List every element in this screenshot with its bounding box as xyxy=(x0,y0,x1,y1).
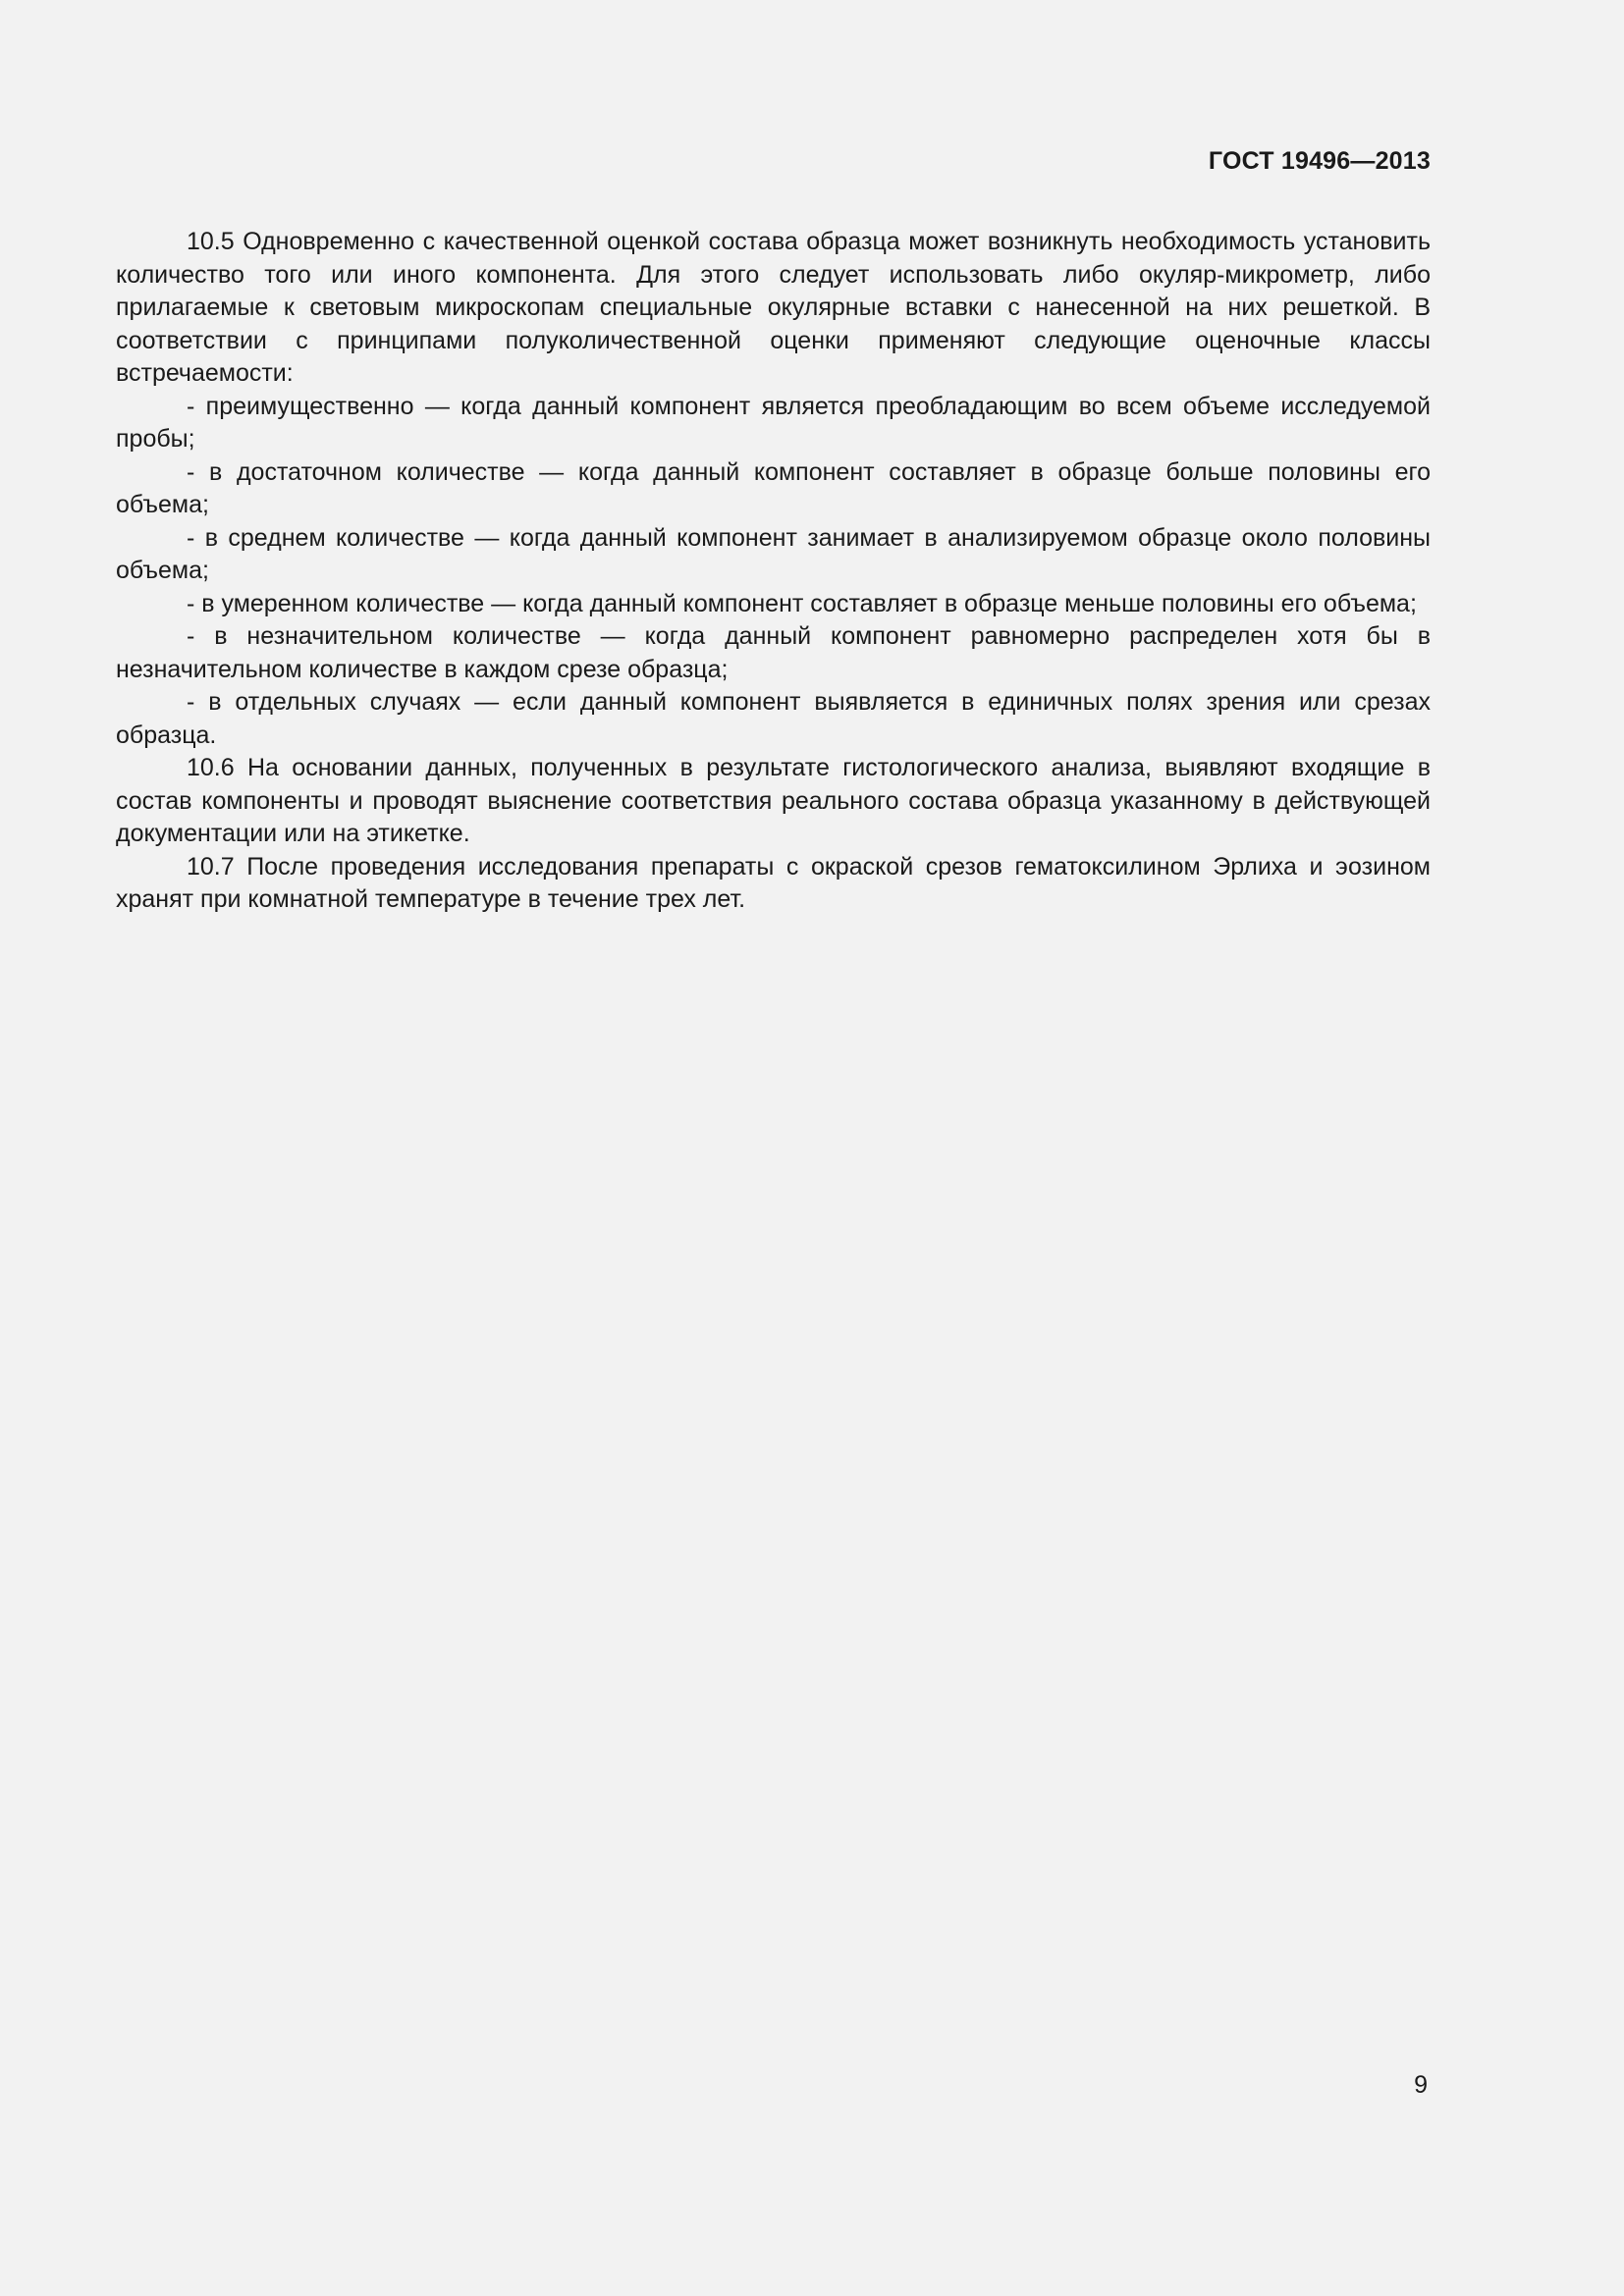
paragraph-10-5: 10.5 Одновременно с качественной оценкой состава образца может возникнуть необходимость установить количество того или иного компонента. Для этого следует использовать либо окуляр-микрометр, либо прилагаемые к световым микроскопам специальные окулярные вставки с нанесенной на них решеткой. В соответствии с принципами полуколичественной оценки применяют следующие оценочные классы встречаемости: xyxy=(116,228,1431,387)
list-item-moderate-amount: - в умеренном количестве — когда данный компонент составляет в образце меньше половины его объема; xyxy=(187,589,1417,617)
list-item-isolated-cases: - в отдельных случаях — если данный компонент выявляется в единичных полях зрения или срезах образца. xyxy=(116,688,1431,749)
document-standard-number: ГОСТ 19496—2013 xyxy=(1208,147,1431,175)
list-item-insignificant-amount: - в незначительном количестве — когда данный компонент равномерно распределен хотя бы в незначительном количестве в каждом срезе образца; xyxy=(116,622,1431,683)
list-item-sufficient-amount: - в достаточном количестве — когда данный компонент составляет в образце больше половины его объема; xyxy=(116,457,1431,518)
list-item-medium-amount: - в среднем количестве — когда данный компонент занимает в анализируемом образце около половины объема; xyxy=(116,523,1431,584)
paragraph-10-6: 10.6 На основании данных, полученных в результате гистологического анализа, выявляют входящие в состав компоненты и проводят выяснение соответствия реального состава образца указанному в действующей документации или на этикетке. xyxy=(116,754,1431,847)
list-item-predominantly: - преимущественно — когда данный компонент является преобладающим во всем объеме исследуемой пробы; xyxy=(116,392,1431,453)
paragraph-10-7: 10.7 После проведения исследования препараты с окраской срезов гематоксилином Эрлиха и эозином хранят при комнатной температуре в течение трех лет. xyxy=(116,852,1431,913)
document-body xyxy=(116,226,1431,917)
page-number: 9 xyxy=(1414,2071,1428,2099)
